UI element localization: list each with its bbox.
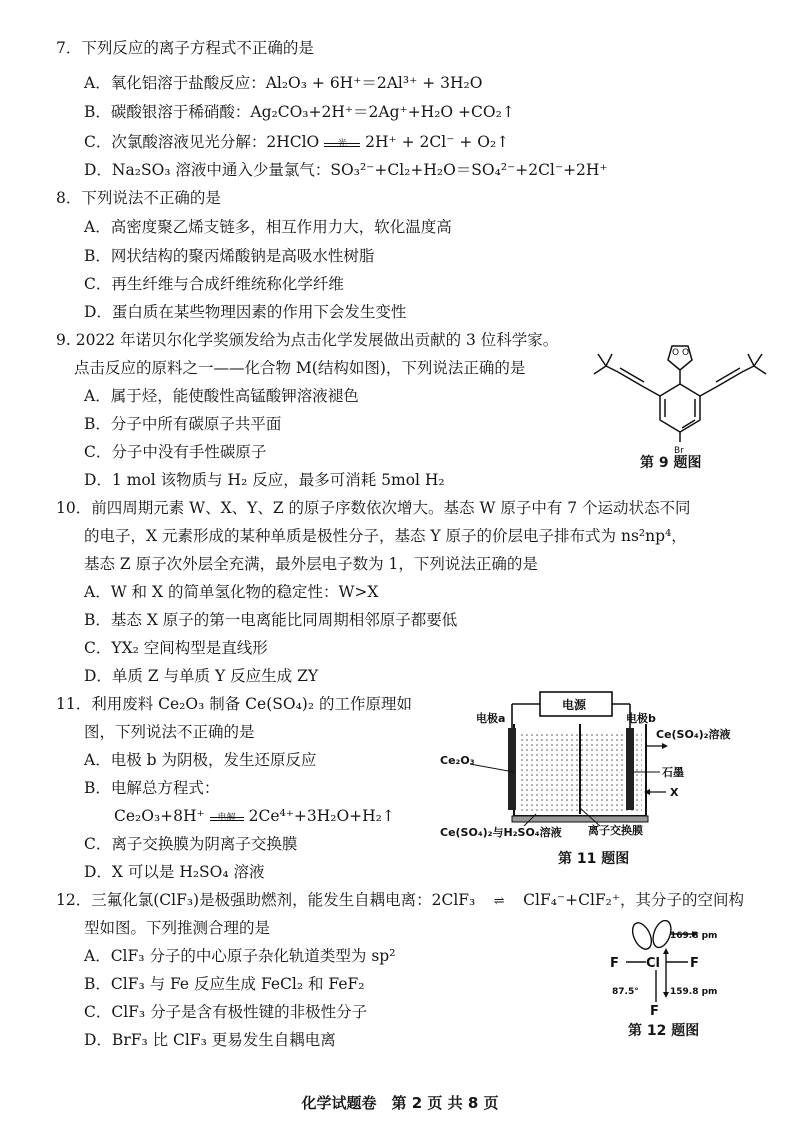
q11-option-b: B．电解总方程式： bbox=[84, 779, 220, 797]
q11-option-c: C．离子交换膜为阴离子交换膜 bbox=[84, 835, 298, 853]
q7-stem: 7．下列反应的离子方程式不正确的是 bbox=[56, 39, 314, 57]
fig-membrane-label: 离子交换膜 bbox=[588, 824, 643, 837]
fig-electrode-a-label: 电极a bbox=[476, 712, 506, 725]
f-bottom-label: F bbox=[650, 1004, 659, 1019]
q12-stem-line2: 型如图。下列推测合理的是 bbox=[84, 919, 271, 937]
q7-condition-light: 光 bbox=[337, 139, 347, 149]
q11-equation-left: Ce₂O₃+8H⁺ bbox=[114, 807, 205, 825]
q11-stem-line1: 11．利用废料 Ce₂O₃ 制备 Ce(SO₄)₂ 的工作原理如 bbox=[56, 695, 412, 713]
q11-equation-right: 2Ce⁴⁺+3H₂O+H₂↑ bbox=[248, 807, 395, 825]
q12-stem-line1 bbox=[56, 886, 744, 916]
q8-option-c: C．再生纤维与合成纤维统称化学纤维 bbox=[84, 275, 344, 293]
page-footer: 化学试题卷 第 2 页 共 8 页 bbox=[301, 1094, 499, 1112]
q10-stem-line1: 10．前四周期元素 W、X、Y、Z 的原子序数依次增大。基态 W 原子中有 7 个运动状态不同 bbox=[56, 499, 691, 517]
bond-angle: 87.5° bbox=[612, 987, 639, 997]
q7-option-c bbox=[84, 128, 509, 157]
q11-condition-arrow bbox=[210, 813, 244, 823]
cl-label: Cl bbox=[646, 956, 660, 971]
q8-stem: 8．下列说法不正确的是 bbox=[56, 189, 221, 207]
q8-option-b: B．网状结构的聚丙烯酸钠是高吸水性树脂 bbox=[84, 247, 375, 265]
bond-length-short: 159.8 pm bbox=[670, 987, 718, 997]
q11-condition-electrolysis: 电解 bbox=[217, 813, 236, 823]
q12-option-c: C．ClF₃ 分子是含有极性键的非极性分子 bbox=[84, 1003, 368, 1021]
bond-length-long: 169.8 pm bbox=[670, 931, 718, 941]
q7-option-a: A．氧化铝溶于盐酸反应：Al₂O₃ + 6H⁺＝2Al³⁺ + 3H₂O bbox=[84, 74, 483, 92]
f-right-label: F bbox=[690, 956, 699, 971]
q9-stem-line1: 9. 2022 年诺贝尔化学奖颁发给为点击化学发展做出贡献的 3 位科学家。 bbox=[56, 331, 559, 349]
q12-caption: 第 12 题图 bbox=[628, 1023, 700, 1039]
q11-caption: 第 11 题图 bbox=[558, 851, 630, 867]
q7-condition-arrow bbox=[324, 139, 360, 149]
q11-equation bbox=[114, 802, 395, 831]
oxygen-label-2: O bbox=[682, 348, 690, 358]
lone-pair-left bbox=[629, 920, 655, 952]
q12-option-b: B．ClF₃ 与 Fe 反应生成 FeCl₂ 和 FeF₂ bbox=[84, 975, 365, 993]
q9-br-label: Br bbox=[674, 446, 684, 456]
q10-option-a: A．W 和 X 的简单氢化物的稳定性：W>X bbox=[84, 583, 379, 601]
q10-option-c: C．YX₂ 空间构型是直线形 bbox=[84, 639, 268, 657]
fig-ce2o3-label: Ce₂O₃ bbox=[440, 754, 475, 767]
q12-clf3-figure bbox=[606, 920, 726, 1020]
q12-stem-right: ClF₄⁻+ClF₂⁺，其分子的空间构 bbox=[523, 891, 745, 909]
q9-option-c: C．分子中没有手性碳原子 bbox=[84, 443, 267, 461]
q10-stem-line3: 基态 Z 原子次外层全充满，最外层电子数为 1，下列说法正确的是 bbox=[84, 555, 538, 573]
q10-option-b: B．基态 X 原子的第一电离能比同周期相邻原子都要低 bbox=[84, 611, 458, 629]
q9-option-b: B．分子中所有碳原子共平面 bbox=[84, 415, 282, 433]
q7-option-b: B．碳酸银溶于稀硝酸：Ag₂CO₃+2H⁺＝2Ag⁺+H₂O +CO₂↑ bbox=[84, 103, 515, 121]
fig-graphite-label: 石墨 bbox=[662, 766, 684, 779]
q9-caption: 第 9 题图 bbox=[640, 455, 702, 471]
q9-stem-line2: 点击反应的原料之一——化合物 M(结构如图)，下列说法正确的是 bbox=[74, 359, 526, 377]
q12-option-d: D．BrF₃ 比 ClF₃ 更易发生自耦电离 bbox=[84, 1031, 336, 1049]
q11-electrolysis-figure bbox=[440, 688, 770, 838]
fig-electrode-b-label: 电极b bbox=[626, 712, 656, 725]
q9-structure-figure bbox=[590, 336, 770, 456]
fig-power-label: 电源 bbox=[562, 698, 587, 712]
oxygen-label-1: O bbox=[672, 348, 680, 358]
f-left-label: F bbox=[610, 956, 619, 971]
fig-left-solution-label: Ce(SO₄)₂与H₂SO₄溶液 bbox=[440, 826, 562, 838]
q11-stem-line2: 图，下列说法不正确的是 bbox=[84, 723, 255, 741]
q9-option-a: A．属于烃，能使酸性高锰酸钾溶液褪色 bbox=[84, 387, 359, 405]
q12-stem-left: 12．三氟化氯(ClF₃)是极强助燃剂，能发生自耦电离：2ClF₃ bbox=[56, 891, 476, 909]
q8-option-a: A．高密度聚乙烯支链多，相互作用力大，软化温度高 bbox=[84, 218, 452, 236]
fig-output-solution-label: Ce(SO₄)₂溶液 bbox=[656, 728, 731, 741]
electrode-b bbox=[626, 728, 634, 810]
q11-option-a: A．电极 b 为阴极，发生还原反应 bbox=[84, 751, 317, 769]
q7-option-c-left: C．次氯酸溶液见光分解：2HClO bbox=[84, 133, 320, 151]
benzene-ring bbox=[660, 384, 700, 432]
q8-option-d: D．蛋白质在某些物理因素的作用下会发生变性 bbox=[84, 303, 407, 321]
q9-option-d: D．1 mol 该物质与 H₂ 反应，最多可消耗 5mol H₂ bbox=[84, 471, 445, 489]
electrode-a bbox=[508, 728, 516, 810]
q7-option-c-right: 2H⁺ + 2Cl⁻ + O₂↑ bbox=[365, 133, 510, 151]
q10-stem-line2: 的电子，X 元素形成的某种单质是极性分子，基态 Y 原子的价层电子排布式为 ns²np⁴， bbox=[84, 527, 687, 545]
fig-x-label: X bbox=[670, 786, 679, 799]
q7-option-d: D．Na₂SO₃ 溶液中通入少量氯气：SO₃²⁻+Cl₂+H₂O＝SO₄²⁻+2Cl⁻+2H⁺ bbox=[84, 161, 608, 179]
q10-option-d: D．单质 Z 与单质 Y 反应生成 ZY bbox=[84, 667, 319, 685]
q12-option-a: A．ClF₃ 分子的中心原子杂化轨道类型为 sp² bbox=[84, 947, 396, 965]
q11-option-d: D．X 可以是 H₂SO₄ 溶液 bbox=[84, 863, 265, 881]
q12-equilibrium-arrow: ⇌ bbox=[493, 894, 505, 909]
